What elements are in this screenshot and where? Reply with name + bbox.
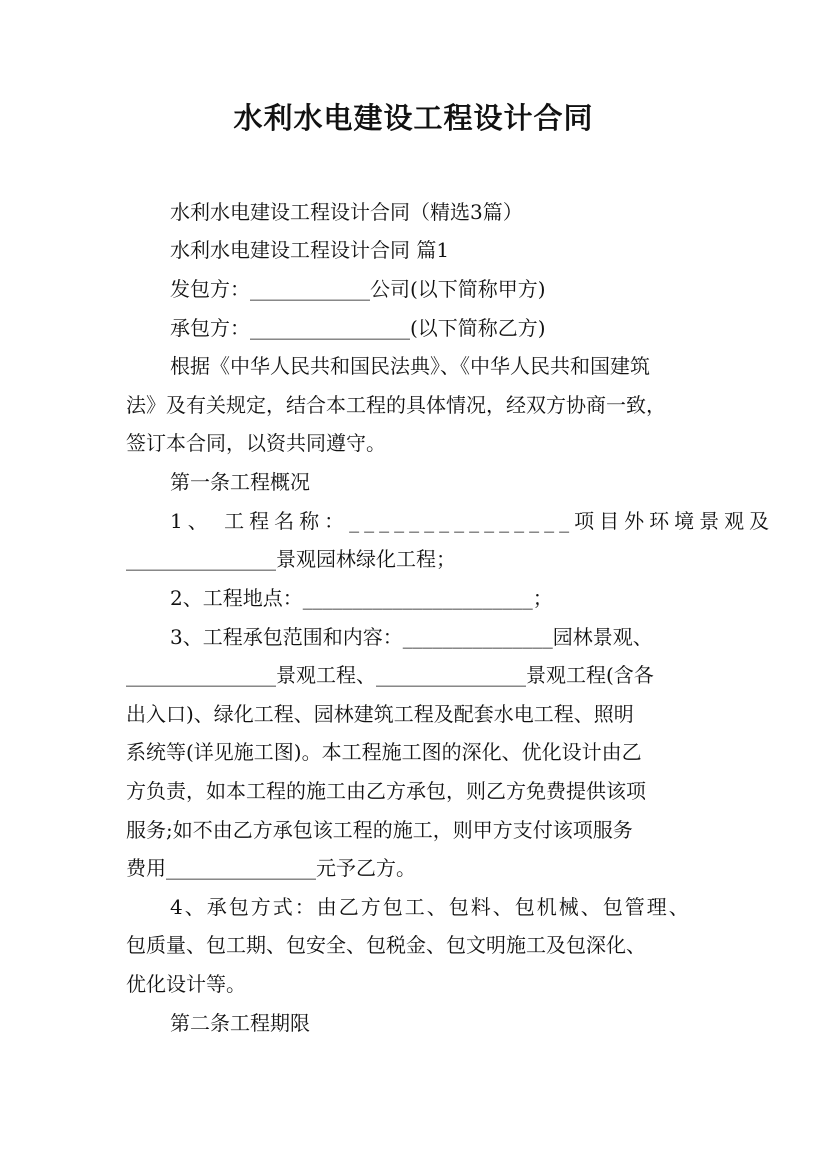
paragraph-line: 费用_______________元予乙方。 [126, 856, 416, 880]
paragraph-line: _______________景观园林绿化工程； [126, 547, 456, 571]
article-heading: 第一条工程概况 [170, 470, 310, 494]
paragraph-line: 出入口)、绿化工程、园林建筑工程及配套水电工程、照明 [126, 702, 634, 726]
article-heading: 第二条工程期限 [170, 1011, 310, 1035]
paragraph-line: 4、承包方式：由乙方包工、包料、包机械、包管理、 [170, 895, 691, 919]
paragraph-line: 法》及有关规定，结合本工程的具体情况，经双方协商一致， [126, 393, 666, 417]
paragraph-line: 系统等(详见施工图)。本工程施工图的深化、优化设计由乙 [126, 740, 642, 764]
paragraph-line: _______________景观工程、_______________景观工程(含各 [126, 663, 654, 687]
paragraph-line: 包质量、包工期、包安全、包税金、包文明施工及包深化、 [126, 933, 646, 957]
paragraph-line: 方负责，如本工程的施工由乙方承包，则乙方免费提供该项 [126, 779, 646, 803]
subtitle-line: 水利水电建设工程设计合同（精选3篇） [170, 200, 523, 224]
party-a-line: 发包方：____________公司(以下简称甲方) [170, 277, 546, 301]
paragraph-line: 签订本合同，以资共同遵守。 [126, 431, 386, 455]
paragraph-line: 根据《中华人民共和国民法典》、《中华人民共和国建筑 [170, 354, 650, 378]
paragraph-line: 3、工程承包范围和内容：_______________园林景观、 [170, 625, 653, 649]
party-b-line: 承包方：________________(以下简称乙方) [170, 316, 546, 340]
paragraph-line: 服务;如不由乙方承包该工程的施工，则甲方支付该项服务 [126, 818, 633, 842]
section-heading-line: 水利水电建设工程设计合同 篇1 [170, 238, 450, 262]
document-title: 水利水电建设工程设计合同 [233, 101, 594, 135]
paragraph-line: 2、工程地点：_______________________； [170, 586, 553, 610]
paragraph-line: 优化设计等。 [126, 972, 246, 996]
paragraph-line: 1、 工程名称：_______________项目外环境景观及 [170, 509, 775, 533]
